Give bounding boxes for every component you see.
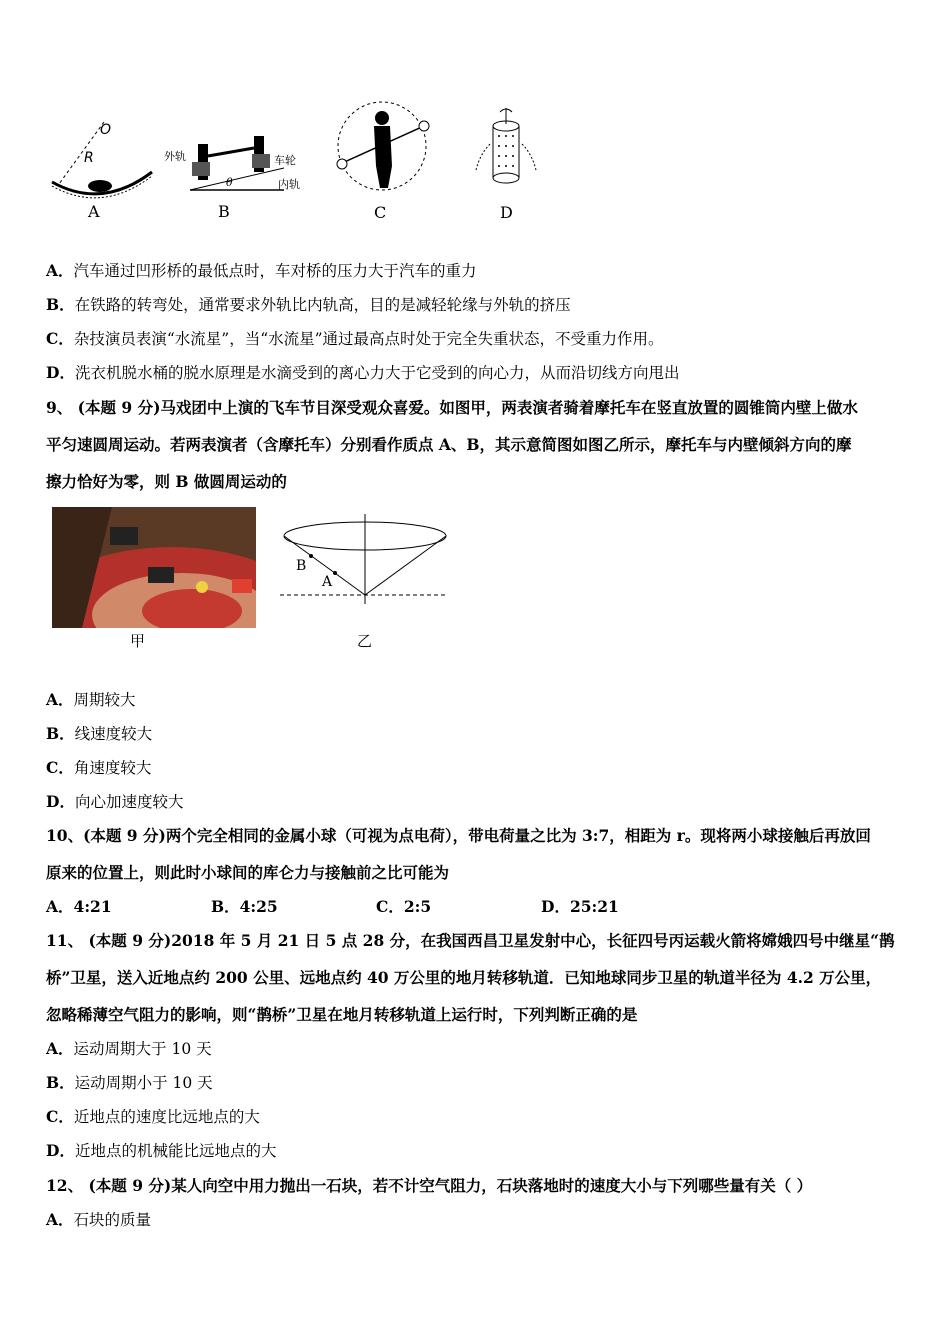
point-b-label: B: [296, 558, 307, 574]
label-r: R: [84, 150, 94, 166]
q9-option-a: A．周期较大: [46, 690, 136, 709]
figure-label-a: A: [88, 202, 100, 221]
q10-stem-line-2: 原来的位置上，则此时小球间的库仑力与接触前之比可能为: [46, 863, 450, 882]
q9-stem-line-2: 平匀速圆周运动。若两表演者（含摩托车）分别看作质点 A、B，其示意简图如图乙所示，摩托车与内壁倾斜方向的摩: [46, 435, 852, 454]
q9-option-c: C．角速度较大: [46, 758, 152, 777]
figure-label-d: D: [500, 203, 513, 222]
figure-yi-label: 乙: [357, 632, 373, 650]
q11-option-d: D．近地点的机械能比远地点的大: [46, 1141, 277, 1160]
q8-option-b: B．在铁路的转弯处，通常要求外轨比内轨高，目的是减轻轮缘与外轨的挤压: [46, 295, 571, 314]
q10-option-d: D．25:21: [541, 897, 619, 916]
figure-jia-label: 甲: [130, 632, 146, 650]
q11-option-b: B．运动周期小于 10 天: [46, 1073, 213, 1092]
figure-jia-photo: [52, 507, 256, 628]
q9-option-d: D．向心加速度较大: [46, 792, 184, 811]
label-o: O: [100, 122, 112, 138]
q11-option-c: C．近地点的速度比远地点的大: [46, 1107, 260, 1126]
q8-option-c: C．杂技演员表演“水流星”，当“水流星”通过最高点时处于完全失重状态，不受重力作用。: [46, 329, 664, 348]
figure-yi-cone-diagram: [278, 512, 452, 604]
figure-label-b: B: [218, 202, 230, 221]
label-outer-rail: 外轨: [164, 150, 186, 163]
figure-b-rail-curve: [162, 118, 310, 224]
q8-option-a: A．汽车通过凹形桥的最低点时，车对桥的压力大于汽车的重力: [46, 261, 477, 280]
label-wheel: 车轮: [274, 154, 296, 167]
q10-option-b: B．4:25: [211, 897, 278, 916]
q12-stem-line-1: 12、 (本题 9 分)某人向空中用力抛出一石块，若不计空气阻力，石块落地时的速度大小与下列哪些量有关（ ）: [46, 1176, 813, 1195]
q10-stem-line-1: 10、(本题 9 分)两个完全相同的金属小球（可视为点电荷），带电荷量之比为 3:7，相距为 r。现将两小球接触后再放回: [46, 826, 871, 845]
q11-stem-line-2: 桥”卫星，送入近地点约 200 公里、远地点约 40 万公里的地月转移轨道．已知地球同步卫星的轨道半径为 4.2 万公里，: [46, 968, 882, 987]
q8-option-d: D．洗衣机脱水桶的脱水原理是水滴受到的离心力大于它受到的向心力，从而沿切线方向甩出: [46, 363, 680, 382]
q11-stem-line-3: 忽略稀薄空气阻力的影响，则“鹊桥”卫星在地月转移轨道上运行时，下列判断正确的是: [46, 1005, 638, 1024]
figure-a-concave-bridge: [44, 112, 159, 224]
q10-options: [46, 897, 619, 917]
label-inner-rail: 内轨: [278, 178, 300, 191]
figure-d-washer-drum: [468, 104, 548, 224]
q9-option-b: B．线速度较大: [46, 724, 153, 743]
q11-option-a: A．运动周期大于 10 天: [46, 1039, 212, 1058]
q10-option-c: C．2:5: [376, 897, 432, 916]
q10-option-a: A．4:21: [46, 897, 112, 916]
label-theta: θ: [226, 176, 233, 189]
point-a-label: A: [322, 574, 333, 590]
q9-stem-line-1: 9、 (本题 9 分)马戏团中上演的飞车节目深受观众喜爱。如图甲，两表演者骑着摩托车在竖直放置的圆锥筒内壁上做水: [46, 398, 858, 417]
q9-stem-line-3: 擦力恰好为零，则 B 做圆周运动的: [46, 472, 287, 491]
q11-stem-line-1: 11、 (本题 9 分)2018 年 5 月 21 日 5 点 28 分，在我国西昌卫星发射中心，长征四号丙运载火箭将嫦娥四号中继星“鹊: [46, 931, 895, 950]
figure-label-c: C: [374, 203, 387, 222]
figure-c-water-meteor: [330, 96, 440, 226]
q12-option-a: A．石块的质量: [46, 1210, 152, 1229]
